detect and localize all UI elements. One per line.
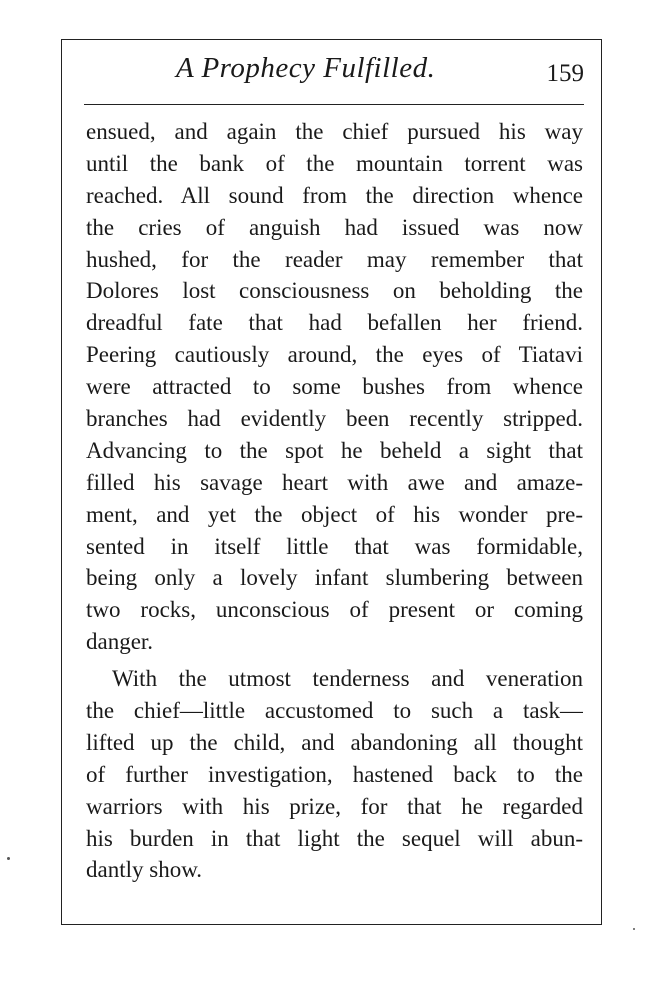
header-rule [84,104,584,105]
text-line: reached. All sound from the direction whence [86,182,583,208]
text-line: hushed, for the reader may remember that [86,246,583,272]
text-line: With the utmost tenderness and veneration [112,666,583,692]
text-line: Dolores lost consciousness on beholding the [86,278,583,304]
body-text [86,116,583,886]
text-line: being only a lovely infant slumbering between [86,565,583,591]
text-line: dreadful fate that had befallen her friend. [86,310,583,336]
text-line: branches had evidently been recently stripped. [86,406,583,432]
text-line: filled his savage heart with awe and amaze- [86,469,583,495]
text-line: his burden in that light the sequel will abun- [86,825,583,851]
text-line: Peering cautiously around, the eyes of Tiatavi [86,342,583,368]
paragraph-2 [86,663,583,886]
page-number: 159 [546,60,584,87]
running-title: A Prophecy Fulfilled. [176,52,436,84]
text-line: ment, and yet the object of his wonder pre- [86,501,583,527]
text-line: were attracted to some bushes from whence [86,374,583,400]
text-line: Advancing to the spot he beheld a sight that [86,437,583,463]
text-line: until the bank of the mountain torrent was [86,150,583,176]
text-line: lifted up the child, and abandoning all thought [86,729,583,755]
paper-speck [7,857,10,860]
text-line: sented in itself little that was formidable, [86,533,583,559]
running-head [84,52,584,100]
paper-speck [633,928,635,930]
text-line: two rocks, unconscious of present or coming [86,597,583,623]
text-line: ensued, and again the chief pursued his way [86,119,583,144]
text-line: of further investigation, hastened back to the [86,761,583,787]
paragraph-1 [86,116,583,658]
text-line: danger. [86,629,154,655]
text-line: warriors with his prize, for that he regarded [86,793,583,819]
text-line: dantly show. [86,857,203,883]
text-line: the chief—little accustomed to such a task— [86,698,583,724]
text-line: the cries of anguish had issued was now [86,214,583,240]
